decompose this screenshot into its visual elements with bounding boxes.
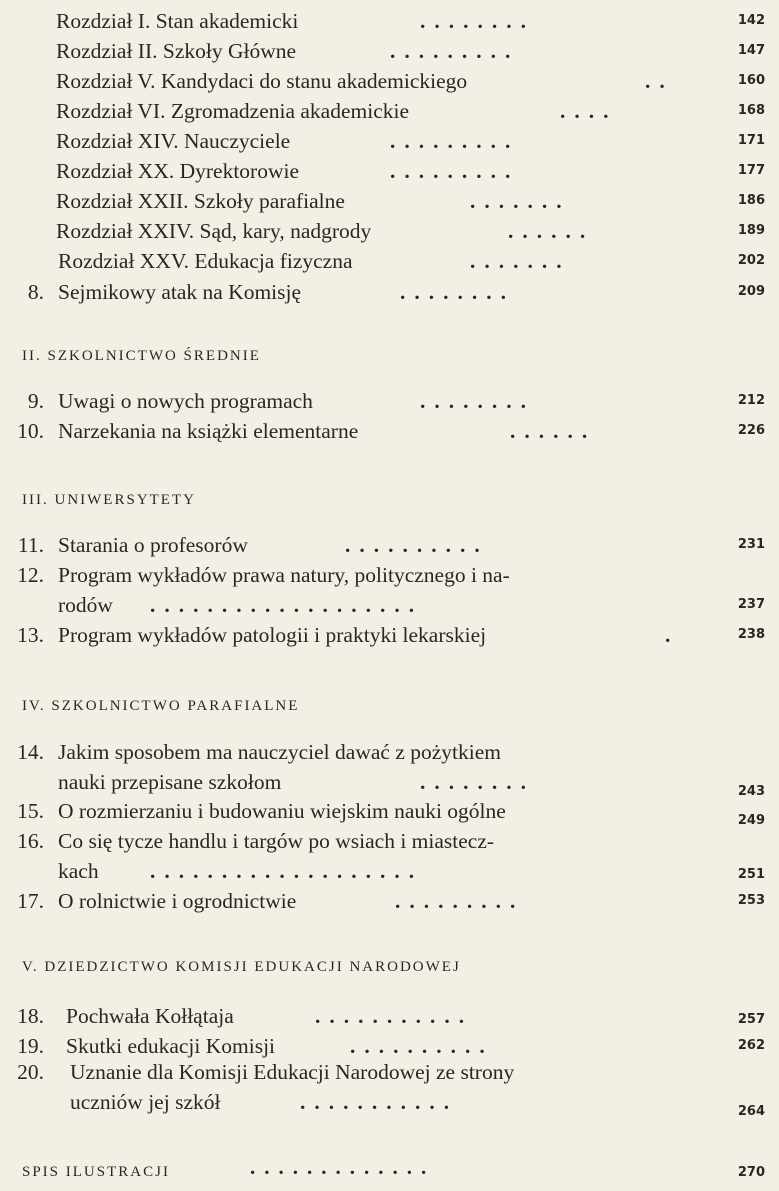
toc-entry <box>0 186 779 216</box>
entry-title: Rozdział XXIV. Sąd, kary, nadgrody <box>56 219 372 243</box>
leader-dots: ......... <box>390 39 520 63</box>
entry-title: Rozdział XXV. Edukacja fizyczna <box>58 249 353 273</box>
entry-title: Rozdział II. Szkoły Główne <box>56 39 297 63</box>
page-number: 168 <box>737 103 765 118</box>
leader-dots: ......... <box>395 889 525 913</box>
leader-dots: ...... <box>508 219 595 243</box>
entry-number: 15. <box>17 799 44 823</box>
entry-title: Narzekania na książki elementarne <box>58 419 359 443</box>
leader-dots: ...... <box>510 419 597 443</box>
entry-number: 17. <box>17 889 44 913</box>
page-number: 189 <box>737 223 765 238</box>
page-number: 226 <box>737 423 765 438</box>
entry-title: Pochwała Kołłątaja <box>66 1004 234 1028</box>
page-number: 249 <box>737 813 765 828</box>
page-number: 147 <box>737 43 765 58</box>
leader-dots: ......... <box>390 129 520 153</box>
page-number: 238 <box>737 627 765 642</box>
page-number: 251 <box>737 867 765 882</box>
entry-title: Rozdział XXII. Szkoły parafialne <box>56 189 345 213</box>
entry-title: Uwagi o nowych programach <box>58 389 313 413</box>
entry-title: Program wykładów patologii i praktyki lekarskiej <box>58 623 487 647</box>
entry-title: Rozdział VI. Zgromadzenia akademickie <box>56 99 410 123</box>
entry-title-continued: uczniów jej szkół <box>70 1090 221 1114</box>
toc-entry <box>0 216 779 246</box>
section-heading: V. DZIEDZICTWO KOMISJI EDUKACJI NARODOWEJ <box>22 959 461 975</box>
entry-number: 9. <box>27 389 44 413</box>
entry-title: Uznanie dla Komisji Edukacji Narodowej ze strony <box>70 1060 515 1084</box>
page-number: 253 <box>737 893 765 908</box>
page-number: 264 <box>737 1104 765 1119</box>
entry-number: 18. <box>17 1004 44 1028</box>
page-number: 212 <box>737 393 765 408</box>
leader-dots: .......... <box>345 533 489 557</box>
leader-dots: ................... <box>150 593 424 617</box>
entry-title: Rozdział XIV. Nauczyciele <box>56 129 291 153</box>
leader-dots: ........... <box>315 1004 474 1028</box>
page-number: 209 <box>737 284 765 299</box>
page-number: 270 <box>737 1165 765 1180</box>
page-number: 237 <box>737 597 765 612</box>
entry-title-continued: nauki przepisane szkołom <box>58 770 282 794</box>
page-number: 257 <box>737 1012 765 1027</box>
entry-title: Program wykładów prawa natury, politycznego i na- <box>58 563 510 587</box>
leader-dots: .......... <box>350 1034 494 1058</box>
entry-title: O rozmierzaniu i budowaniu wiejskim nauki ogólne <box>58 799 506 823</box>
leader-dots: ................... <box>150 859 424 883</box>
page-number: 160 <box>737 73 765 88</box>
leader-dots: ........ <box>420 389 535 413</box>
leader-dots: ....... <box>470 189 571 213</box>
leader-dots: . <box>665 623 680 647</box>
leader-dots: ........ <box>420 770 535 794</box>
toc-entry <box>0 246 779 276</box>
section-heading: IV. SZKOLNICTWO PARAFIALNE <box>22 698 300 714</box>
page-number: 243 <box>737 784 765 799</box>
entry-title: O rolnictwie i ogrodnictwie <box>58 889 297 913</box>
section-heading: III. UNIWERSYTETY <box>22 492 196 508</box>
entry-title: Rozdział V. Kandydaci do stanu akademickiego <box>56 69 468 93</box>
toc-entry <box>0 96 779 126</box>
entry-title: Sejmikowy atak na Komisję <box>58 280 302 304</box>
entry-title-continued: rodów <box>58 593 113 617</box>
leader-dots: ............. <box>250 1155 436 1179</box>
entry-number: 16. <box>17 829 44 853</box>
entry-number: 19. <box>17 1034 44 1058</box>
toc-entry <box>0 156 779 186</box>
leader-dots: ........... <box>300 1090 459 1114</box>
entry-number: 12. <box>17 563 44 587</box>
entry-number: 20. <box>17 1060 44 1084</box>
page-number: 202 <box>737 253 765 268</box>
entry-number: 13. <box>17 623 44 647</box>
entry-title: Jakim sposobem ma nauczyciel dawać z pożytkiem <box>58 740 501 764</box>
leader-dots: .... <box>560 99 618 123</box>
section-heading: SPIS ILUSTRACJI <box>22 1164 170 1180</box>
entry-title: Rozdział XX. Dyrektorowie <box>56 159 299 183</box>
entry-title: Starania o profesorów <box>58 533 248 557</box>
page-number: 177 <box>737 163 765 178</box>
page-number: 171 <box>737 133 765 148</box>
entry-number: 14. <box>17 740 44 764</box>
leader-dots: ......... <box>390 159 520 183</box>
toc-entry <box>0 6 779 36</box>
entry-title: Co się tycze handlu i targów po wsiach i miastecz- <box>58 829 495 853</box>
toc-entry <box>0 36 779 66</box>
entry-number: 10. <box>17 419 44 443</box>
leader-dots: ........ <box>420 9 535 33</box>
entry-title-continued: kach <box>58 859 99 883</box>
toc-entry <box>0 126 779 156</box>
entry-title: Rozdział I. Stan akademicki <box>56 9 299 33</box>
entry-number: 8. <box>27 280 44 304</box>
entry-title: Skutki edukacji Komisji <box>66 1034 276 1058</box>
leader-dots: ....... <box>470 249 571 273</box>
page-number: 262 <box>737 1038 765 1053</box>
leader-dots: ........ <box>400 280 515 304</box>
page-number: 142 <box>737 13 765 28</box>
toc-entry <box>0 66 779 96</box>
page-number: 186 <box>737 193 765 208</box>
page-number: 231 <box>737 537 765 552</box>
section-heading: II. SZKOLNICTWO ŚREDNIE <box>22 348 261 364</box>
entry-number: 11. <box>17 533 44 557</box>
leader-dots: .. <box>645 69 674 93</box>
